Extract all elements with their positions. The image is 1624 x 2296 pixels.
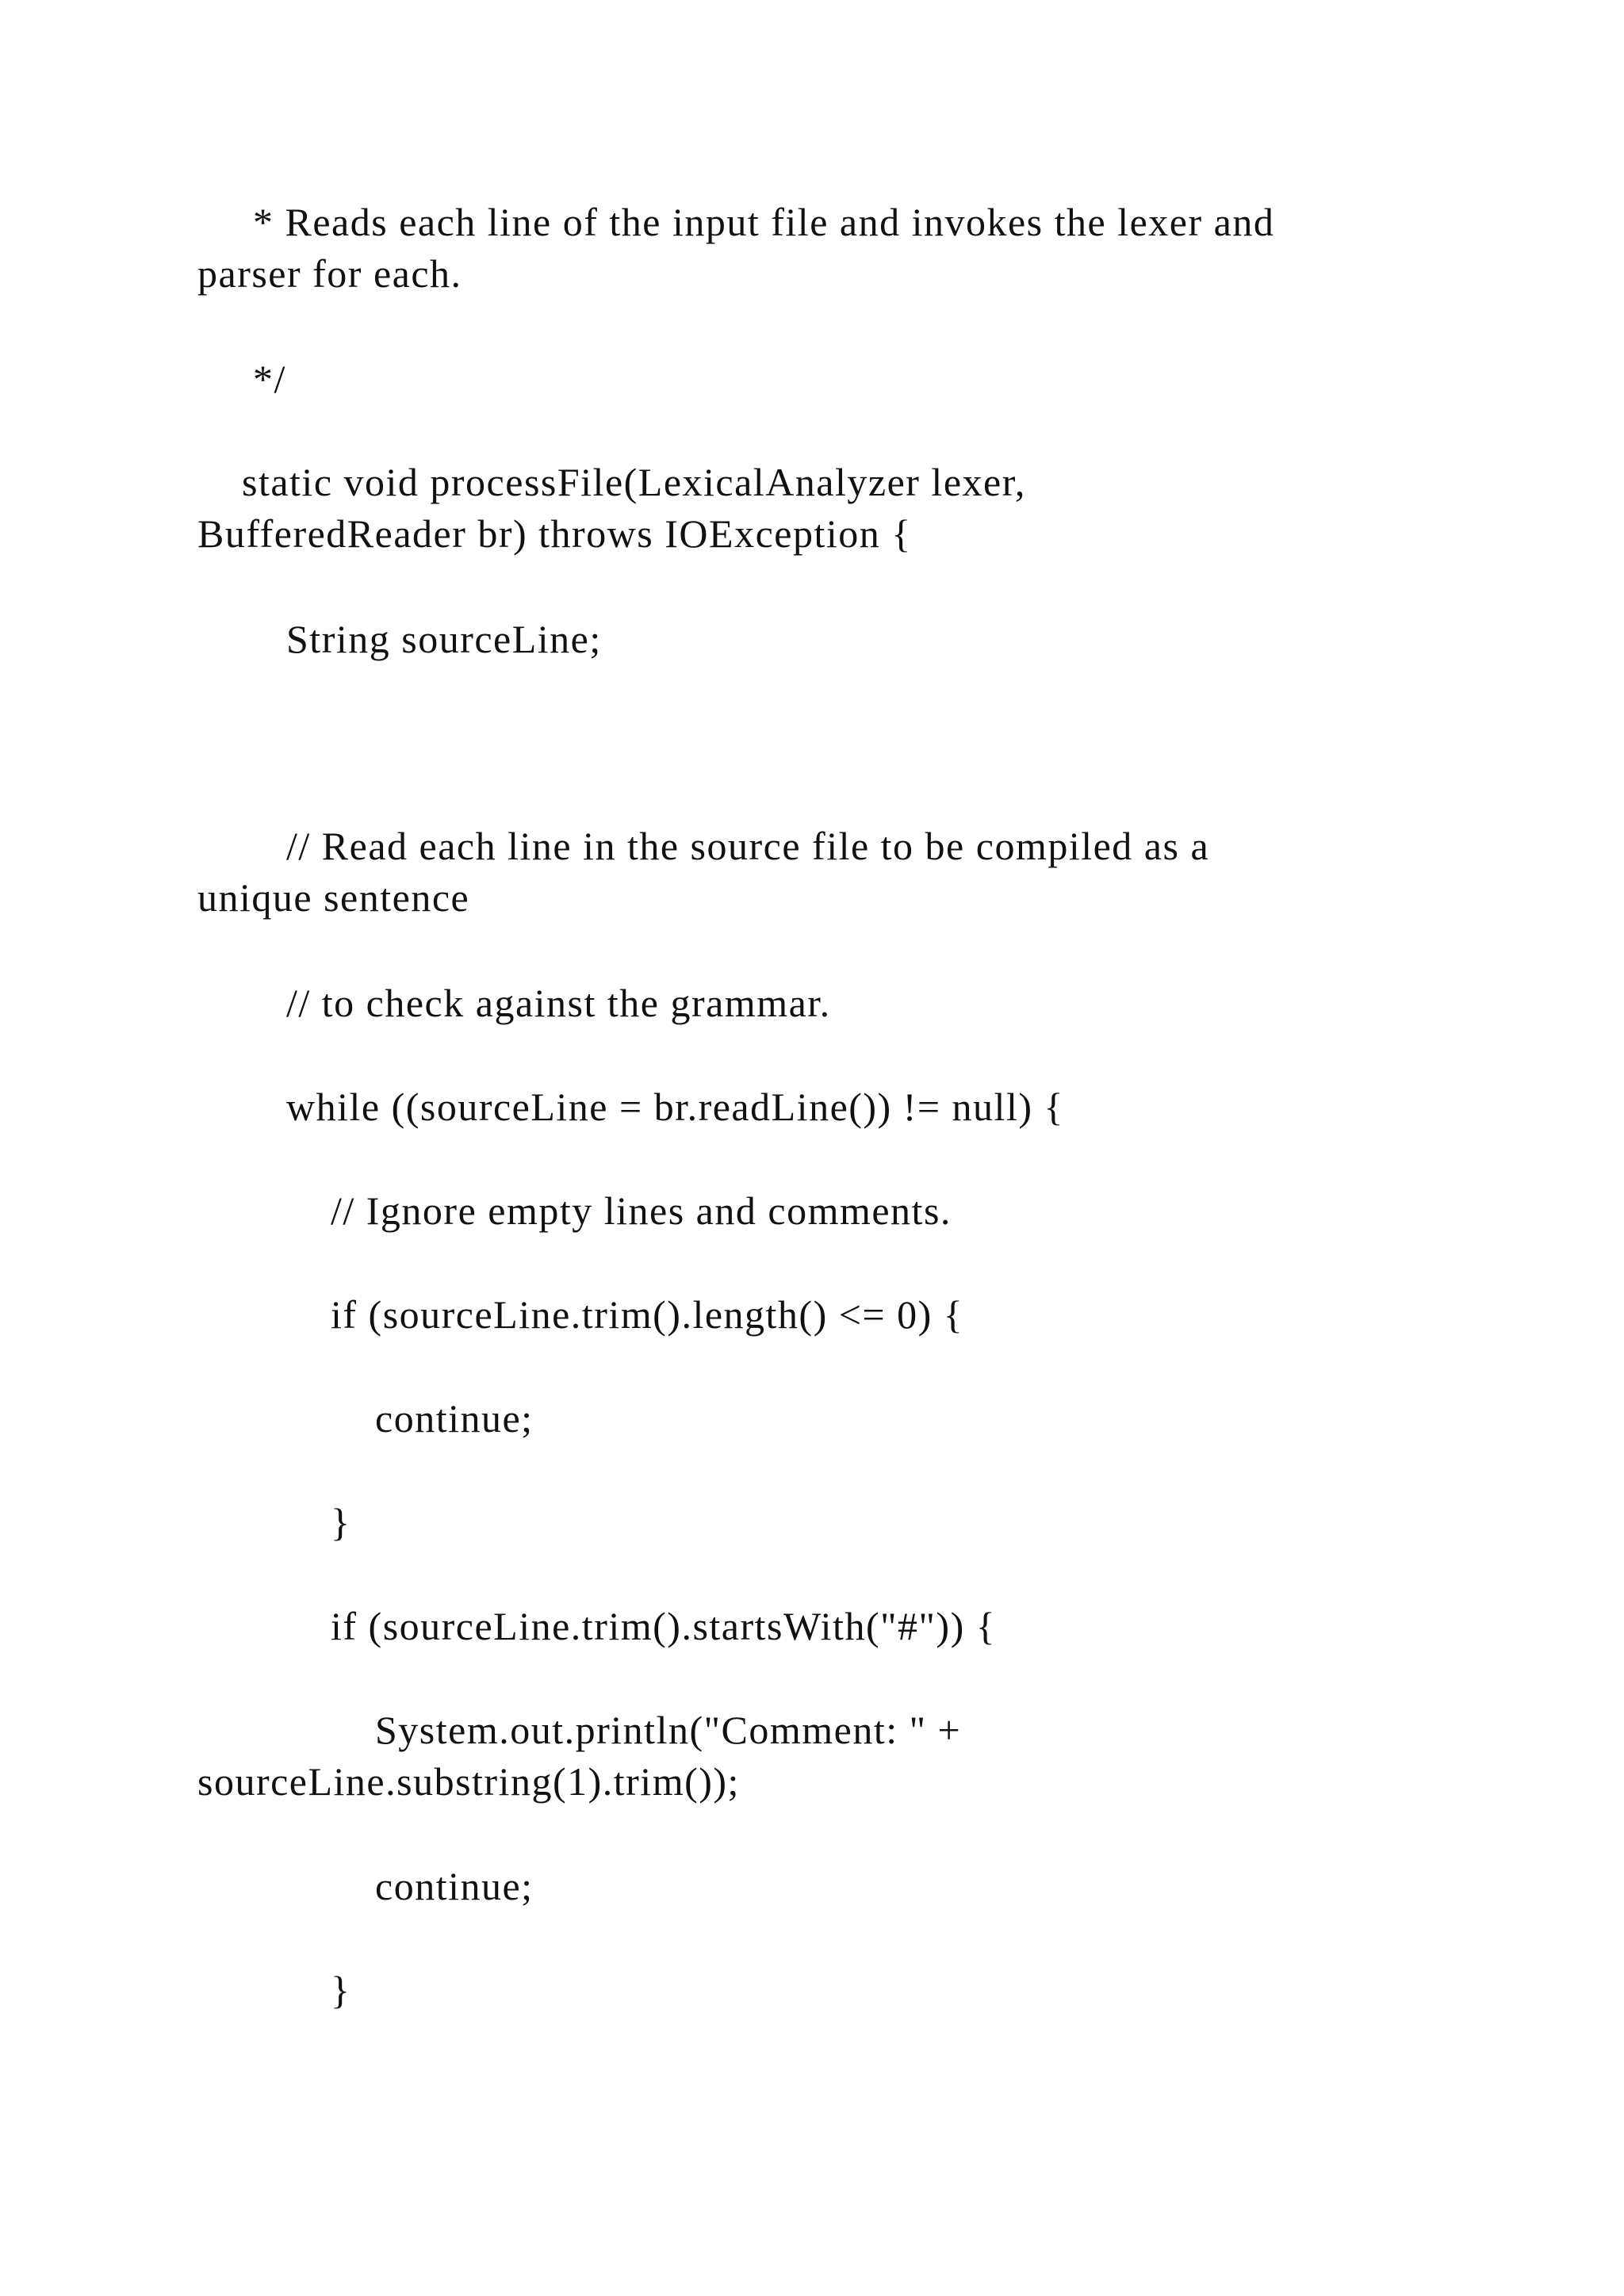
paragraph-continue-1: continue; [197,1396,534,1441]
paragraph-println-comment: System.out.println("Comment: " + sourceLine.substring(1).trim()); [197,1708,962,1804]
paragraph-if-startswith: if (sourceLine.trim().startsWith("#")) { [197,1604,997,1648]
paragraph-if-length: if (sourceLine.trim().length() <= 0) { [197,1292,964,1337]
paragraph-comment-ignore-empty: // Ignore empty lines and comments. [197,1188,952,1233]
paragraph-while-loop: while ((sourceLine = br.readLine()) != null) { [197,1085,1064,1129]
paragraph-doc-comment-reads: * Reads each line of the input file and invokes the lexer and parser for each. [197,200,1275,296]
paragraph-close-brace-1: } [197,1500,351,1544]
paragraph-comment-check-grammar: // to check against the grammar. [197,981,831,1025]
paragraph-doc-comment-end: */ [197,357,286,401]
paragraph-close-brace-2: } [197,1968,351,2012]
paragraph-method-signature: static void processFile(LexicalAnalyzer lexer, BufferedReader br) throws IOException { [197,460,1026,556]
paragraph-comment-read-each-line: // Read each line in the source file to be compiled as a unique sentence [197,824,1210,920]
paragraph-continue-2: continue; [197,1864,534,1908]
paragraph-string-declaration: String sourceLine; [197,617,602,661]
